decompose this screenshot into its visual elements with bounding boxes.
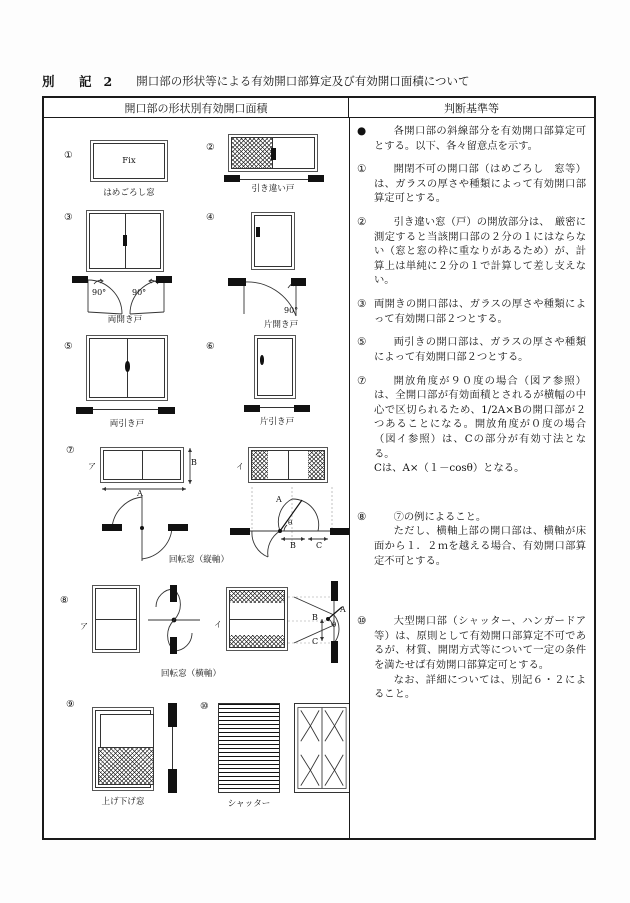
figure-8 <box>44 573 349 695</box>
figure-2-window <box>228 134 318 172</box>
figure-8-caption: 回転窓（横軸） <box>160 669 222 679</box>
note-item-7 <box>357 374 586 476</box>
note-line: 開放角度が９０度の場合（図ア参照）は、全開口部が有効面積とされるが横幅の中心で区切られるため、1/2A×Bの開口部が２つあることになる。開放角度が０度の場合（図イ参照）は、Cの部分が有効寸法となる。 <box>374 374 586 460</box>
note-line: 各開口部の斜線部分を有効開口部算定可とする。以下、各々留意点を示す。 <box>374 125 586 152</box>
figure-9 <box>44 695 196 820</box>
figure-8-window-b <box>226 587 288 651</box>
figure-7-dim-b: B <box>191 458 197 467</box>
figure-8-rail-a <box>96 619 136 620</box>
note-line: 開閉不可の開口部（はめごろし 窓等）は、ガラスの厚さや種類によって有効開口部算定可とする。 <box>374 163 586 205</box>
figure-7-caption: 回転窓（縦軸） <box>168 555 230 565</box>
figure-6 <box>196 333 349 443</box>
figure-8-rail-b <box>230 619 284 620</box>
figure-9-number: ⑨ <box>66 699 75 710</box>
figure-4-number: ④ <box>206 212 215 223</box>
figure-4-handle <box>256 227 260 237</box>
figure-8-sublabel-a: ア <box>80 622 88 631</box>
figure-3-jamb-left <box>72 276 88 283</box>
figure-8-sublabel-b: イ <box>214 620 222 629</box>
page-title-number: 2 <box>103 73 113 89</box>
figure-2-caption: 引き違い戸 <box>251 184 295 194</box>
note-marker: ⑤ <box>357 336 367 349</box>
figure-4-caption: 片開き戸 <box>263 320 299 330</box>
note-body <box>374 215 586 288</box>
figure-3-caption: 両開き戸 <box>107 315 143 325</box>
figure-7-sublabel-b: イ <box>236 462 244 471</box>
figure-10-shutter <box>218 703 280 793</box>
note-marker: ⑩ <box>357 615 367 628</box>
figure-7-dim-c2: C <box>316 541 323 550</box>
figure-10-caption: シャッター <box>227 799 271 809</box>
criteria-column <box>350 118 594 840</box>
figure-8-jamb-top-a <box>170 585 177 602</box>
figure-9-guide-line <box>172 727 173 769</box>
note-body <box>374 510 586 568</box>
note-marker: ③ <box>357 298 367 311</box>
figure-1-caption: はめごろし窓 <box>103 188 155 198</box>
note-line: 両引きの開口部は、ガラスの厚さや種類によって有効開口部２つとする。 <box>374 336 586 363</box>
figure-7-window-b <box>248 447 328 483</box>
figure-1 <box>44 118 196 208</box>
figure-8-dim-b: B <box>312 613 318 622</box>
figure-4 <box>196 208 349 333</box>
note-marker: ⑦ <box>357 374 367 387</box>
figure-8-dim-theta: θ <box>332 621 337 629</box>
note-marker: ⑧ <box>357 510 367 523</box>
figure-7-hatch-left-b <box>252 451 268 479</box>
figure-4-window <box>251 212 295 270</box>
note-body <box>374 162 586 206</box>
figure-7-dim-b2: B <box>290 541 296 550</box>
table-header-row <box>44 98 594 118</box>
note-marker: ● <box>357 125 367 137</box>
figure-10-number: ⑩ <box>200 701 209 712</box>
figure-5-caption: 両引き戸 <box>109 419 145 429</box>
note-body <box>374 124 586 153</box>
table-header-right: 判断基準等 <box>444 101 499 115</box>
figure-9-guide-top <box>168 703 177 727</box>
figure-8-window-a <box>92 585 140 653</box>
figure-5-window <box>86 335 168 401</box>
figure-2-handle <box>271 148 276 160</box>
page-title-label: 別 記 <box>42 74 98 89</box>
figure-8-pivot-b <box>288 581 349 663</box>
figure-10-hangar-door <box>294 703 349 793</box>
figure-7-mullion-b <box>288 451 289 479</box>
note-line: ⑦の例によること。 <box>393 510 487 523</box>
note-body <box>374 335 586 364</box>
page-title <box>42 70 598 92</box>
figure-8-jamb-bottom-a <box>170 637 177 654</box>
figure-2 <box>196 118 349 208</box>
figure-7-jamb-left-a <box>102 524 122 531</box>
figure-4-jamb-left <box>228 278 246 286</box>
note-item-1 <box>357 162 586 206</box>
figure-7-jamb-left-b <box>230 528 250 535</box>
figure-3-handle <box>123 235 127 246</box>
figure-3-angle-right: 90° <box>132 288 147 297</box>
figure-6-caption: 片引き戸 <box>259 417 295 427</box>
note-line: なお、詳細については、別記６・２によること。 <box>374 673 586 701</box>
figure-5-jamb-left <box>76 407 93 414</box>
figure-8-hatch-bottom-b <box>230 635 284 647</box>
figure-7 <box>44 443 349 573</box>
figure-8-jamb-top-b <box>331 581 338 601</box>
figure-3-number: ③ <box>64 212 73 223</box>
note-marker: ① <box>357 163 367 176</box>
note-body <box>374 297 586 326</box>
figure-3-angle-left: 90° <box>92 288 107 297</box>
note-marker: ② <box>357 216 367 229</box>
figure-1-number: ① <box>64 150 73 161</box>
figure-3 <box>44 208 196 333</box>
note-item-8 <box>357 510 586 568</box>
figure-6-number: ⑥ <box>206 341 215 352</box>
figure-6-jamb-left <box>244 405 260 412</box>
figure-7-number: ⑦ <box>66 445 75 456</box>
figure-4-jamb-right <box>291 278 306 286</box>
note-line: 両開きの開口部は、ガラスの厚さや種類によって有効開口部２つとする。 <box>374 298 586 325</box>
figure-10 <box>196 695 349 820</box>
note-body <box>374 614 586 702</box>
figure-3-jamb-right <box>156 276 172 283</box>
figure-5-jamb-right <box>158 407 175 414</box>
figure-7-dims-a <box>96 445 196 495</box>
figure-8-number: ⑧ <box>60 595 69 606</box>
note-item-5 <box>357 335 586 364</box>
figure-9-lower-sash <box>98 747 154 785</box>
figure-8-dim-a: A <box>340 605 346 614</box>
note-item-3 <box>357 297 586 326</box>
figure-4-angle: 90° <box>284 306 299 315</box>
figure-3-window <box>86 210 164 272</box>
note-item-10 <box>357 614 586 702</box>
figure-2-track <box>230 179 316 180</box>
note-line: 大型開口部（シャッター、ハンガードア等）は、原則として有効開口部算定不可であるが、材質、開閉方式等について一定の条件を満たせば有効開口部算定可とする。 <box>374 615 586 672</box>
figure-9-caption: 上げ下げ窓 <box>101 797 145 807</box>
note-formula: Cは、A×（１－cosθ）となる。 <box>374 462 525 475</box>
figures-column <box>44 118 349 840</box>
figure-2-jamb-left <box>224 175 240 182</box>
main-table <box>42 96 596 840</box>
figure-6-window <box>254 335 296 399</box>
figure-7-hatch-right-b <box>308 451 324 479</box>
figure-8-jamb-bottom-b <box>331 641 338 663</box>
figure-7-dim-theta: θ <box>288 519 293 527</box>
figure-6-handle <box>260 355 264 365</box>
figure-5 <box>44 333 196 443</box>
figure-1-inner-label: Fix <box>122 156 136 166</box>
figure-9-window <box>92 707 154 791</box>
figure-6-jamb-right <box>294 405 310 412</box>
note-line: 引き違い窓（戸）の開放部分は、 厳密に測定すると当該開口部の２分の１にはならない（窓と窓の枠に重なりがあるため）が、計算上は単純に２分の１で計算して差し支えない。 <box>374 216 586 287</box>
table-header-left: 開口部の形状別有効開口面積 <box>44 98 349 117</box>
note-body <box>374 374 586 476</box>
page-title-heading: 開口部の形状等による有効開口部算定及び有効開口面積について <box>136 74 470 88</box>
figure-2-hatched-half <box>232 138 273 168</box>
figure-7-jamb-right-b <box>330 528 349 535</box>
figure-7-dim-a2: A <box>276 495 282 504</box>
note-item-2 <box>357 215 586 288</box>
figure-5-handle <box>125 361 130 372</box>
figure-7-dim-a: A <box>137 489 143 498</box>
note-line: ただし、横軸上部の開口部は、横軸が床面から１．２ｍを越える場合、有効開口部算定不可とする。 <box>374 525 586 567</box>
figure-8-dim-c: C <box>312 637 319 646</box>
figure-5-number: ⑤ <box>64 341 73 352</box>
note-bullet <box>357 124 586 153</box>
figure-2-jamb-right <box>308 175 324 182</box>
figure-8-hatch-top-b <box>230 591 284 603</box>
figure-7-sublabel-a: ア <box>88 462 96 471</box>
figure-7-jamb-right-a <box>168 524 188 531</box>
figure-10-shutter-slats <box>219 704 279 792</box>
figure-1-window <box>90 140 168 182</box>
figure-9-guide-bottom <box>168 769 177 793</box>
figure-10-hangar-bracing <box>295 704 349 792</box>
figure-2-number: ② <box>206 142 215 153</box>
